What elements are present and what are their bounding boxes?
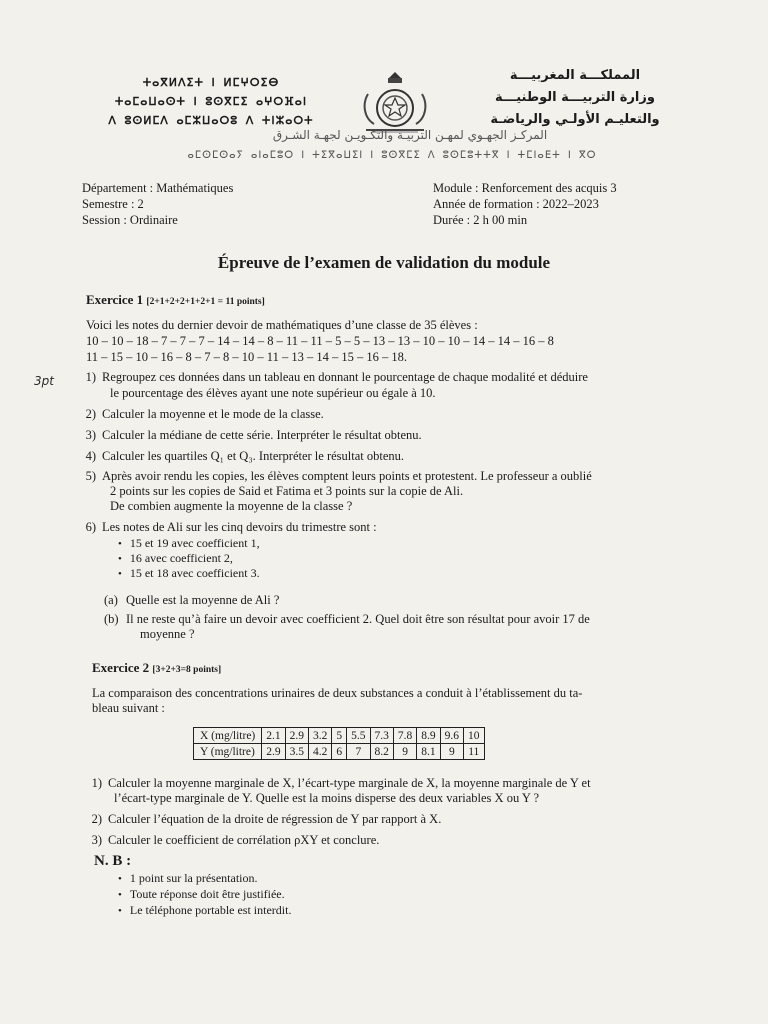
ex1-q5-text-b: 2 points sur les copies de Said et Fatima et 3 points sur la copie de Ali.: [110, 484, 464, 498]
ex1-q6-number: 6): [85, 520, 96, 534]
table-cell-y: 3.5: [285, 744, 308, 760]
nb-item: • Toute réponse doit être justifiée.: [118, 887, 291, 903]
table-cell-y: 9: [440, 744, 463, 760]
table-cell-y: 2.9: [262, 744, 285, 760]
meta-duree: Durée : 2 h 00 min: [433, 213, 528, 227]
meta-left: [82, 180, 233, 228]
data-line-1: 10 – 10 – 18 – 7 – 7 – 7 – 14 – 14 – 8 – 11 – 11 – 5 – 5 – 13 – 13 – 10 – 10 – 14 – 14 – 16 – 8: [86, 334, 554, 348]
exercise-1-heading: [86, 292, 265, 308]
ex2-q3-text: Calculer le coefficient de corrélation ρXY et conclure.: [108, 833, 380, 847]
table-cell-x: 5: [332, 728, 347, 744]
table-y-label: Y (mg/litre): [194, 744, 262, 760]
table-cell-x: 9.6: [440, 728, 463, 744]
ex1-question-4: [74, 449, 404, 464]
exercise-2-intro-a: La comparaison des concentrations urinaires de deux substances a conduit à l’établissement du ta-: [92, 686, 583, 700]
exercise-1-title: Exercice 1: [86, 292, 144, 307]
table-cell-x: 5.5: [347, 728, 370, 744]
arabic-line-2: وزارة التربيـــة الوطنيـــة: [495, 90, 655, 105]
table-cell-y: 8.1: [417, 744, 440, 760]
ex1-q6b: [104, 612, 724, 627]
meta-semestre: Semestre : 2: [82, 197, 144, 211]
exercise-2-intro-b: bleau suivant :: [92, 701, 165, 715]
table-cell-x: 2.9: [285, 728, 308, 744]
table-cell-y: 7: [347, 744, 370, 760]
ex1-question-1: [74, 370, 724, 385]
meta-right: [433, 180, 617, 228]
exercise-2-title: Exercice 2: [92, 660, 150, 675]
meta-session: Session : Ordinaire: [82, 213, 178, 227]
meta-annee: Année de formation : 2022–2023: [433, 197, 599, 211]
ex1-q3-text: Calculer la médiane de cette série. Interpréter le résultat obtenu.: [102, 428, 422, 442]
ex1-q6-bullet-1: • 15 et 19 avec coefficient 1,: [118, 536, 260, 552]
exercise-1-intro: Voici les notes du dernier devoir de mathématiques d’une classe de 35 élèves :: [86, 318, 478, 332]
ex1-q6b-text-a: Il ne reste qu’à faire un devoir avec coefficient 2. Quel doit être son résultat pour avoir 17 de: [126, 612, 590, 626]
ex2-question-3: [80, 833, 379, 848]
page-title: Épreuve de l’examen de validation du module: [217, 253, 551, 272]
ex2-q3-number: 3): [91, 833, 102, 847]
ex1-question-6: [74, 520, 377, 535]
tifinagh-line-2: ⵜⴰⵎⴰⵡⴰⵙⵜ ⵏ ⵓⵙⴳⵎⵉ ⴰⵖⵔⴼⴰⵏ: [114, 95, 308, 108]
ex1-q1-number: 1): [85, 370, 96, 384]
exercise-2-heading: [92, 660, 221, 676]
ex1-q4-number: 4): [85, 449, 96, 463]
ex1-q3-number: 3): [85, 428, 96, 442]
tifinagh-band: ⴰⵎⵙⵎⵙⴰⵢ ⴰⵏⴰⵎⵓⵔ ⵏ ⵜⵉⴳⴰⵡⵉⵏ ⵏ ⵓⵙⴳⵎⵉ ⴷ ⵓⵙⵎⵓⵜⵜⴳ ⵏ ⵜⵎⵏⴰⴹⵜ ⵏ ⴳⵔ: [187, 150, 597, 161]
ex1-q6-bullet-2: • 16 avec coefficient 2,: [118, 551, 233, 567]
ex1-question-5: [74, 469, 734, 484]
table-cell-x: 7.3: [370, 728, 393, 744]
meta-module: Module : Renforcement des acquis 3: [433, 181, 617, 195]
nb-item: • 1 point sur la présentation.: [118, 871, 291, 887]
arabic-line-1: المملكـــة المغربيـــة: [509, 68, 641, 83]
ex1-q6a-text: Quelle est la moyenne de Ali ?: [126, 593, 280, 607]
ex1-q4-text: Calculer les quartiles Q₁ et Q₃. Interpréter le résultat obtenu.: [102, 449, 405, 463]
table-cell-x: 7.8: [393, 728, 416, 744]
ex2-q2-number: 2): [91, 812, 102, 826]
ex2-question-2: [80, 812, 441, 827]
ex1-q2-text: Calculer la moyenne et le mode de la classe.: [102, 407, 324, 421]
nb-item: • Le téléphone portable est interdit.: [118, 903, 291, 919]
table-cell-x: 10: [464, 728, 485, 744]
ex1-question-3: [74, 428, 422, 443]
ex1-q5-text-c: De combien augmente la moyenne de la classe ?: [110, 499, 353, 513]
nb-list: [118, 871, 291, 919]
table-row-y: [194, 744, 485, 760]
ex1-q6b-number: (b): [104, 612, 119, 626]
table-cell-x: 8.9: [417, 728, 440, 744]
table-row-x: [194, 728, 485, 744]
ex1-q5-text-a: Après avoir rendu les copies, les élèves comptent leurs points et protestent. Le professeur a oublié: [102, 469, 592, 483]
table-cell-y: 6: [332, 744, 347, 760]
ex2-q1-number: 1): [91, 776, 102, 790]
arabic-line-3: والتعليـم الأولـي والرياضـة: [490, 112, 660, 127]
ex1-q1-text-b: le pourcentage des élèves ayant une note supérieur ou égale à 10.: [110, 386, 436, 400]
ex1-q6b-text-b: moyenne ?: [140, 627, 195, 641]
ex2-q2-text: Calculer l’équation de la droite de régression de Y par rapport à X.: [108, 812, 442, 826]
tifinagh-line-1: ⵜⴰⴳⵍⴷⵉⵜ ⵏ ⵍⵎⵖⵔⵉⴱ: [142, 76, 280, 89]
nb-title: N. B :: [94, 853, 132, 869]
ex2-q1-text-b: l’écart-type marginale de Y. Quelle est la moins disperse des deux variables X ou Y ?: [114, 791, 540, 805]
table-cell-x: 3.2: [309, 728, 332, 744]
data-table-container: [193, 727, 485, 760]
table-cell-x: 2.1: [262, 728, 285, 744]
data-table: [193, 727, 485, 760]
ex2-question-1: [80, 776, 740, 791]
ex2-q1-text-a: Calculer la moyenne marginale de X, l’écart-type marginale de X, la moyenne marginale de Y et: [108, 776, 591, 790]
ex1-q5-number: 5): [85, 469, 96, 483]
table-cell-y: 9: [393, 744, 416, 760]
table-cell-y: 8.2: [370, 744, 393, 760]
arabic-band: المركـز الجهـوي لمهـن التربيـة والتكـويـن لجهـة الشـرق: [272, 128, 548, 142]
exercise-2-points: [3+2+3=8 points]: [152, 665, 222, 675]
tifinagh-line-3: ⴷ ⵓⵙⵍⵎⴷ ⴰⵎⵣⵡⴰⵔⵓ ⴷ ⵜⵏⵣⴰⵔⵜ: [108, 114, 314, 127]
meta-departement: Département : Mathématiques: [82, 181, 234, 195]
table-cell-y: 4.2: [309, 744, 332, 760]
ex1-q6a: [104, 593, 279, 608]
exercise-1-points: [2+1+2+2+1+2+1 = 11 points]: [146, 297, 265, 307]
data-line-2: 11 – 15 – 10 – 16 – 8 – 7 – 8 – 10 – 11 – 13 – 14 – 15 – 16 – 18.: [86, 350, 407, 364]
ex1-q6a-number: (a): [104, 593, 118, 607]
ex1-q2-number: 2): [85, 407, 96, 421]
margin-note: 3pt: [34, 374, 54, 388]
ex1-question-2: [74, 407, 324, 422]
ex1-q1-text-a: Regroupez ces données dans un tableau en donnant le pourcentage de chaque modalité et déduire: [102, 370, 588, 384]
ex1-q6-bullet-3: • 15 et 18 avec coefficient 3.: [118, 566, 260, 582]
ex1-q6-text: Les notes de Ali sur les cinq devoirs du trimestre sont :: [102, 520, 377, 534]
table-cell-y: 11: [464, 744, 485, 760]
table-x-label: X (mg/litre): [194, 728, 262, 744]
